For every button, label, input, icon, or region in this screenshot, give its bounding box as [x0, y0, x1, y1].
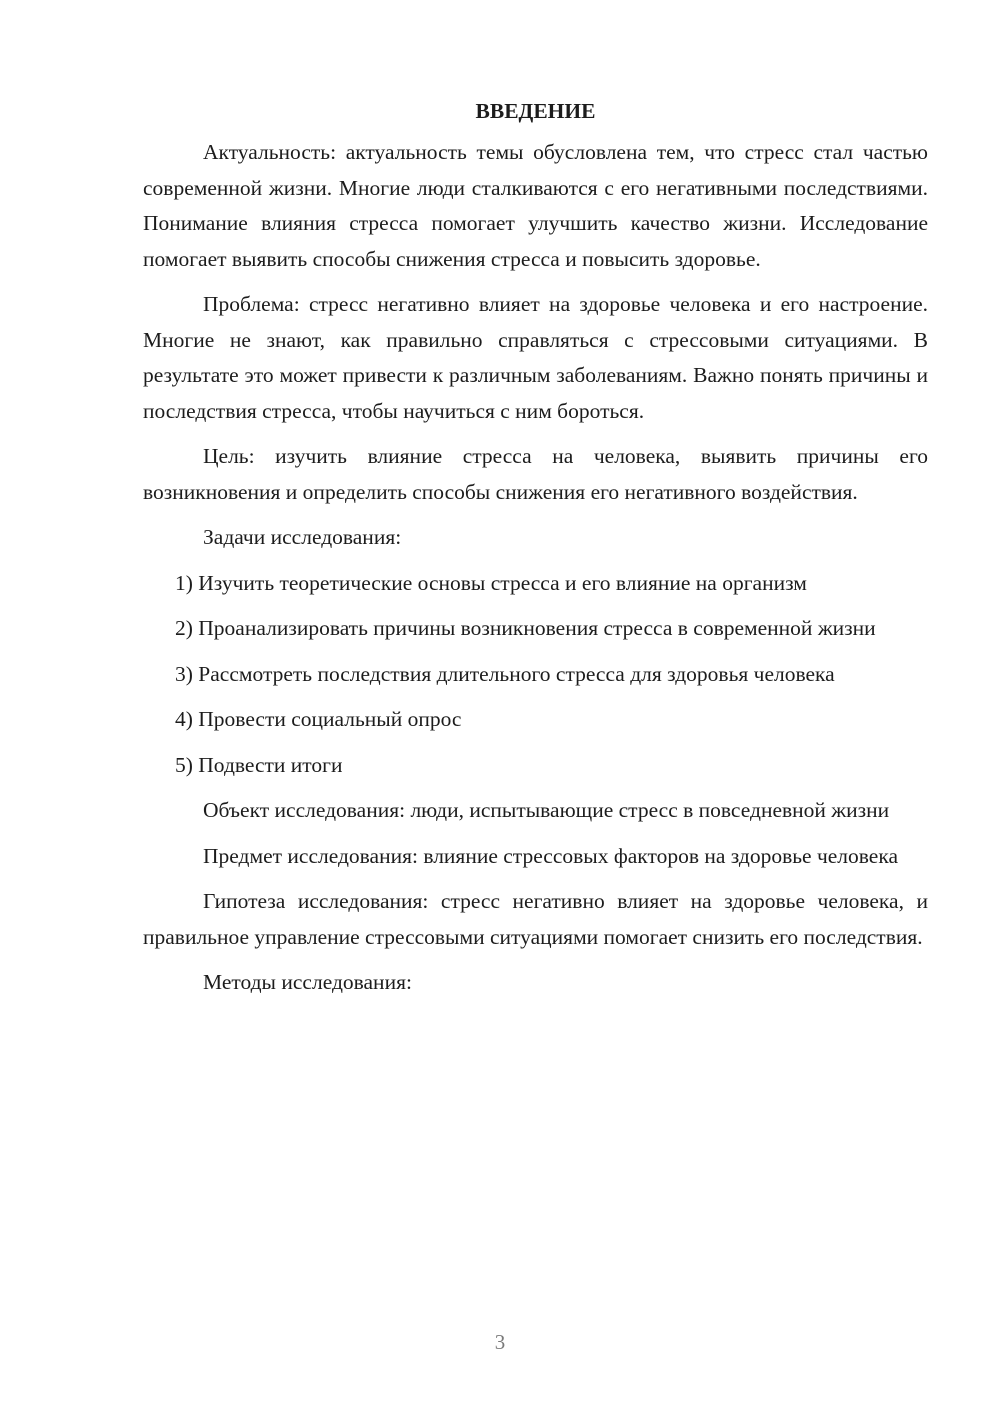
object-paragraph: Объект исследования: люди, испытывающие стресс в повседневной жизни [203, 798, 890, 822]
section-heading: ВВЕДЕНИЕ [475, 99, 596, 123]
tasks-title: Задачи исследования: [203, 525, 402, 549]
task-item-3: 3) Рассмотреть последствия длительного стресса для здоровья человека [175, 661, 835, 686]
relevance-paragraph: Актуальность: актуальность темы обусловлена тем, что стресс стал частью современной жизни. Многие люди сталкиваются с его негативными последствиями. Понимание влияния стресса помогает улучшить качество жизни. Исследование помогает выявить способы снижения стресса и повысить здоровье. [143, 140, 928, 271]
task-item-2: 2) Проанализировать причины возникновения стресса в современной жизни [175, 616, 876, 640]
document-page [143, 95, 928, 1011]
task-item-5: 5) Подвести итоги [175, 752, 343, 777]
hypothesis-paragraph: Гипотеза исследования: стресс негативно влияет на здоровье человека, и правильное управление стрессовыми ситуациями помогает снизить его последствия. [143, 889, 928, 949]
subject-paragraph: Предмет исследования: влияние стрессовых факторов на здоровье человека [203, 843, 899, 868]
problem-paragraph: Проблема: стресс негативно влияет на здоровье человека и его настроение. Многие не знают, как правильно справляться с стрессовыми ситуациями. В результате это может привести к различным заболеваниям. Важно понять причины и последствия стресса, чтобы научиться с ним бороться. [143, 292, 928, 423]
methods-title: Методы исследования: [203, 970, 412, 994]
task-item-1: 1) Изучить теоретические основы стресса и его влияние на организм [175, 570, 807, 595]
page-number: 3 [494, 1330, 506, 1354]
goal-paragraph: Цель: изучить влияние стресса на человека, выявить причины его возникновения и определить способы снижения его негативного воздействия. [143, 444, 928, 504]
task-item-4: 4) Провести социальный опрос [175, 707, 462, 731]
